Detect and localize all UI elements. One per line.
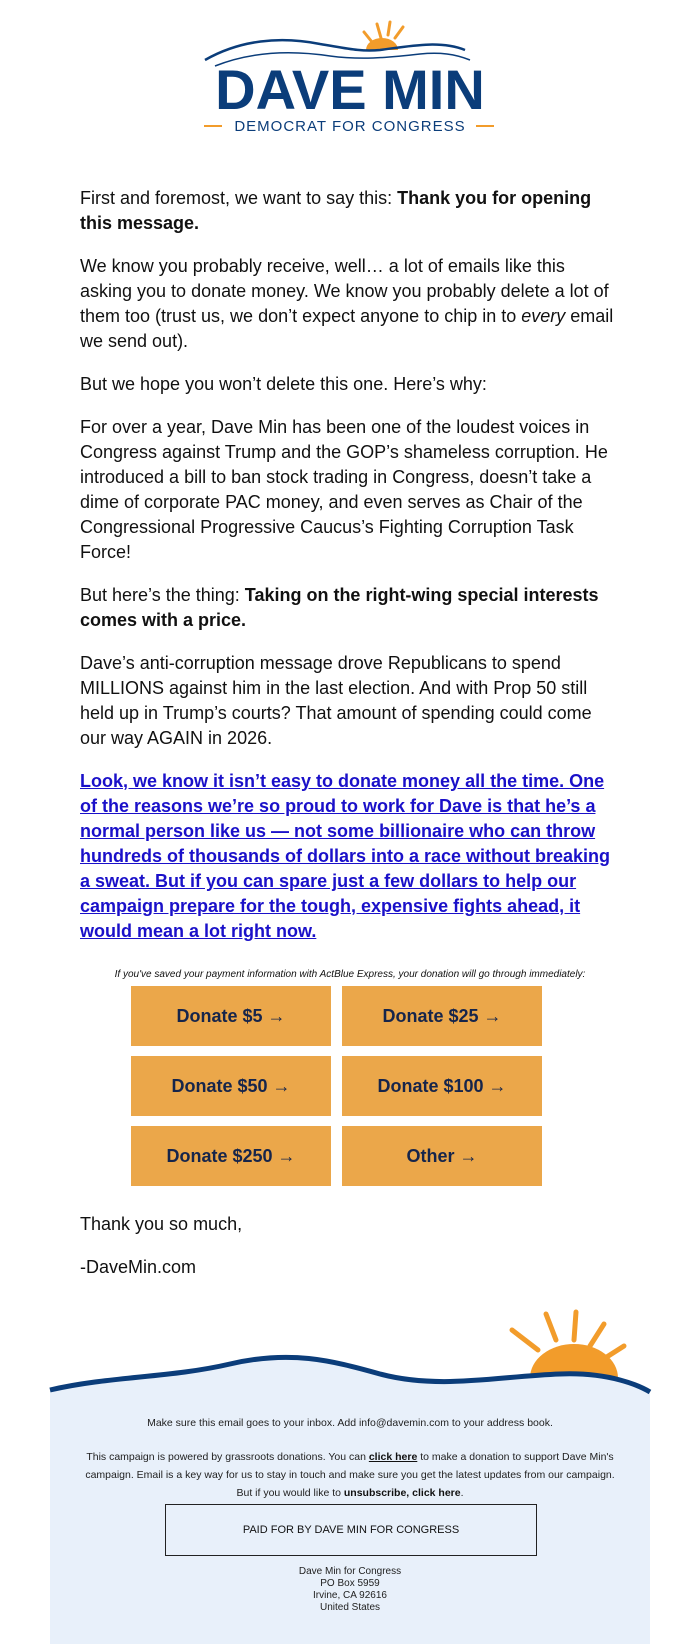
logo-graphic [0,0,700,150]
paragraph-4: For over a year, Dave Min has been one of the loudest voices in Congress against Trump and the GOP’s shameless corruption. He introduced a bill to ban stock trading in Congress, doesn’t take a dime of corporate PAC money, and even serves as Chair of the Congressional Progressive Caucus’s Fighting Corruption Task Force! [80,417,608,562]
signoff [80,1212,242,1298]
address-book-note: Make sure this email goes to your inbox. Add info@davemin.com to your address book. [147,1417,553,1429]
actblue-note: If you've saved your payment information with ActBlue Express, your donation will go through immediately: [114,969,586,980]
donate-25-button[interactable]: Donate $25 → [342,986,542,1046]
paragraph-6: Dave’s anti-corruption message drove Republicans to spend MILLIONS against him in the last election. And with Prop 50 still held up in Trump’s courts? That amount of spending could come our way AGAIN in 2026. [80,653,592,748]
donate-5-button[interactable]: Donate $5 → [131,986,331,1046]
grassroots-note: This campaign is powered by grassroots donations. You can click here to make a donation to support Dave Min's campaign. Email is a key way for us to stay in touch and make sure you get the latest updates from our campaign. But if you would like to unsubscribe, click here. [85,1451,615,1499]
logo-tagline: DEMOCRAT FOR CONGRESS [234,118,466,135]
thanks-text: Thank you so much, [80,1214,243,1234]
donate-other-button[interactable]: Other → [342,1126,542,1186]
paid-for-disclaimer: PAID FOR BY DAVE MIN FOR CONGRESS [165,1504,537,1556]
email-body [80,186,620,1011]
unsubscribe-link[interactable]: unsubscribe, click here [343,1487,461,1499]
donate-250-button[interactable]: Donate $250 → [131,1126,331,1186]
donate-click-here-link[interactable]: click here [368,1451,418,1463]
logo-name: DAVE MIN [215,58,485,121]
paragraph-5: But here’s the thing: Taking on the right-wing special interests comes with a price. [80,585,599,630]
paragraph-3: But we hope you won’t delete this one. Here’s why: [80,374,487,394]
mailing-address: Dave Min for Congress PO Box 5959 Irvine, CA 92616 United States [298,1566,402,1613]
campaign-logo[interactable] [0,0,700,150]
paragraph-1: First and foremost, we want to say this: Thank you for opening this message. [80,188,592,233]
signature: -DaveMin.com [80,1257,197,1277]
paragraph-2: We know you probably receive, well… a lot of emails like this asking you to donate money. We know you probably delete a lot of them too (trust us, we don’t expect anyone to chip in to every email we send out). [80,256,614,351]
donate-50-button[interactable]: Donate $50 → [131,1056,331,1116]
footer [50,1396,650,1644]
donate-appeal-link[interactable]: Look, we know it isn’t easy to donate money all the time. One of the reasons we’re so proud to work for Dave is that he’s a normal person like us — not some billionaire who can throw hundreds of thousands of dollars into a race without breaking a sweat. But if you can spare just a few dollars to help our campaign prepare for the tough, expensive fights ahead, it would mean a lot right now. [80,771,611,941]
donate-100-button[interactable]: Donate $100 → [342,1056,542,1116]
